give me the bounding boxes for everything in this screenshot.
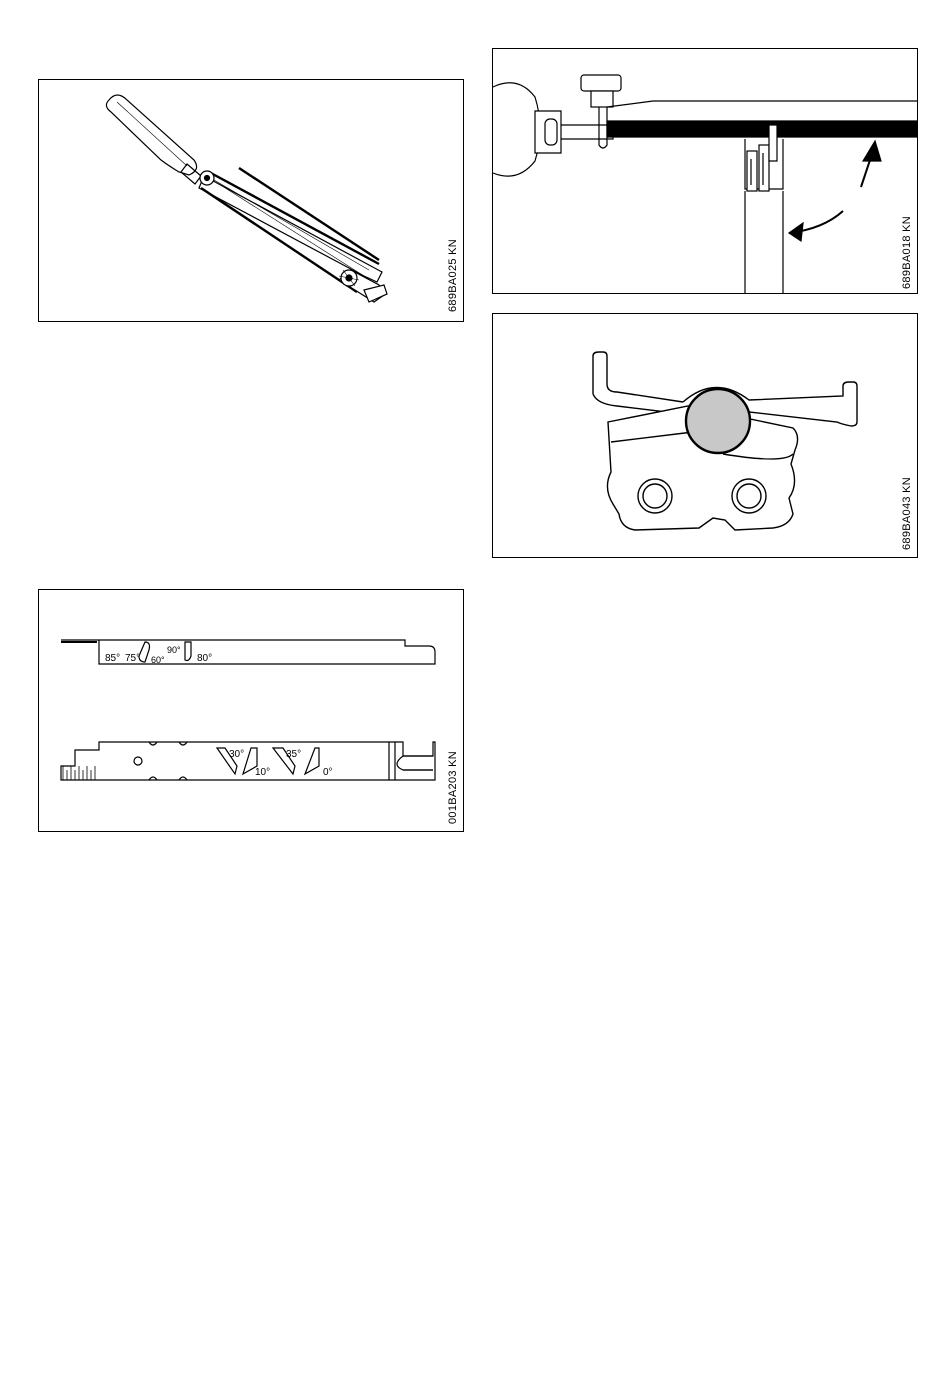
angle-label: 30°	[229, 749, 245, 760]
figure-code: 689BA025 KN	[447, 238, 459, 312]
angle-label: 85°	[105, 653, 121, 664]
angle-label: 0°	[323, 767, 333, 778]
figure-code: 001BA203 KN	[447, 750, 459, 824]
file-holder-illustration	[39, 80, 463, 321]
depth-gauge-illustration	[493, 49, 917, 293]
chain-link-illustration	[493, 314, 917, 557]
filing-gauge-illustration	[39, 590, 463, 831]
figure-chain-link	[492, 313, 918, 558]
figure-filing-gauge	[38, 589, 464, 832]
angle-label: 90°	[167, 645, 181, 655]
angle-label: 35°	[286, 749, 302, 760]
figure-file-holder	[38, 79, 464, 322]
angle-label: 60°	[151, 655, 165, 665]
figure-depth-gauge	[492, 48, 918, 294]
angle-label: 10°	[255, 767, 271, 778]
figure-code: 689BA043 KN	[901, 476, 913, 550]
figure-code: 689BA018 KN	[901, 215, 913, 289]
angle-label: 80°	[197, 653, 213, 664]
angle-label: 75°	[125, 653, 141, 664]
